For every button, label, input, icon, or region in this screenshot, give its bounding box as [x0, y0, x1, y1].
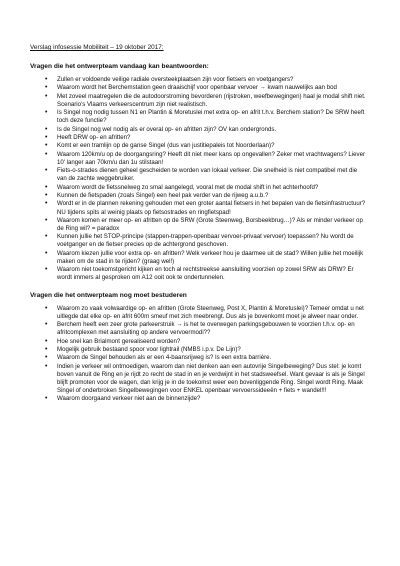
list-item: • Is de Singel nog wel nodig als er overal op- en afritten zijn? OV kan ondergronds. [57, 126, 370, 134]
list-item: • Waarom niet toekomstgericht kijken en toch al rechtstreekse aansluiting voorzien op zowel SRW als DRW? Er wordt immers al gesproken om A12 ooit ook te ondertunnelen. [57, 266, 370, 282]
list-item: • Waarom wordt het Berchemstation geen draaischijf voor openbaar vervoer → kwam nauwelijks aan bod [57, 84, 370, 92]
list-item: • Heeft DRW op- en afritten? [57, 134, 370, 142]
list-item: • Waarom de Singel behouden als er een 4-baansrijweg is? Is een extra barrière. [57, 354, 370, 362]
bullet-list-answerable [30, 76, 370, 282]
section-heading-answerable: Vragen die het ontwerpteam vandaag kan beantwoorden: [30, 63, 209, 70]
list-item: • Waarom wordt de fietssnelweg zo smal aangelegd, vooral met de modal shift in het achterhoofd? [57, 184, 370, 192]
list-item: • Waarom kiezen jullie voor extra op- en afritten? Welk verkeer hou je daarmee uit de stad? Willen jullie het moeilijk maken om de stad in te rijden? (graag wel!) [57, 250, 370, 266]
list-item: • Waarom zo vaak volwaardige op- en afritten (Grote Steenweg, Post X, Plantin & Moretuslei)? Temeer omdat u net uitlegde dat elke op- en afrit 600m smeuf met zich meebrengt. Dus als je bovenkomt moet je alweer naar onder. [57, 305, 370, 321]
document-title: Verslag infosessie Mobiliteit – 19 oktober 2017: [30, 44, 164, 51]
list-item: • Indien je verkeer wil ontmoedigen, waarom dan niet denken aan een autovrije Singelbeweging? Dus stel: je komt boven vanuit de Ring en je rijdt zo recht de stad in en je verdwijnt in het stadsweefsel. Want gevaar is als je Singel blijft promoten voor de wagen, dan krijg je in de toekomst weer een bovenliggende Ring. Singel wordt Ring. Maak Singel of onderbroken Singelbewegingen voor ENKEL openbaar vervoerssideeën + fiets + wandel!!! [57, 363, 370, 395]
list-item: • Waarom komen er meer op- en afritten op de SRW (Grote Steenweg, Borsbeekbrug…)? Als er minder verkeer op de Ring wil? = paradox [57, 217, 370, 233]
section-spacer [30, 283, 370, 292]
list-item: • Mogelijk gebruik bestaand spoor voor lightrail (NMBS i.p.v. De Lijn)? [57, 346, 370, 354]
section-heading-to-study: Vragen die het ontwerpteam nog moet bestuderen [30, 291, 187, 299]
list-item: • Zullen er voldoende veilige radiale oversteekplaatsen zijn voor fietsers en voetgangers? [57, 76, 370, 84]
list-item: • Berchem heeft een zeer grote parkeerstruik → is het te overwegen parkingsgebouwen te voorzien t.h.v. op- en afritcomplexen met aansluiting op andere vervoermodi?? [57, 321, 370, 337]
list-item: • Wordt er in de plannen rekening gehouden met een groter aantal fietsers in het bepalen van de fietsinfrastructuur? NU tijdens spits al weinig plaats op fietsostrades en ringfietspad! [57, 200, 370, 216]
list-item: • Is Singel nog nodig tussen N1 en Plantin & Moretuslei met extra op- en afrit t.h.v. Berchem station? De SRW heeft toch deze functie? [57, 109, 370, 125]
list-item: • Waarom 120km/u op de doorgangsring? Heeft dit niet meer kans op ongevallen? Zeker met vrachtwagens? Liever 10' langer aan 70km/u dan 1u stilstaan! [57, 151, 370, 167]
list-item: • Fiets-o-strades dienen geheel gescheiden te worden van lokaal verkeer. Die snelheid is niet compatibel met die van de zachte weggebruiker. [57, 167, 370, 183]
bullet-list-to-study [30, 305, 370, 404]
list-item: • Komt er een tramlijn op de ganse Singel (dus van justitiepaleis tot Noorderlaan)? [57, 142, 370, 150]
list-item: • Waarom doorgaand verkeer niet aan de binnenzijde? [57, 395, 370, 403]
list-item: • Kunnen de fietspaden (zoals Singel) een heel pak verder van de rijweg a.u.b.? [57, 192, 370, 200]
list-item: • Hoe snel kan Brialmont gerealiseerd worden? [57, 338, 370, 346]
list-item: • Met zoveel maatregelen die de autodoorstroming bevorderen (rijstroken, weefbewegingen) haal je modal shift niet. Scenario's Vlaams verkeerscentrum zijn niet realistisch. [57, 93, 370, 109]
list-item: • Kunnen jullie het STOP-principe (stappen-trappen-openbaar vervoer-privaat vervoer) toepassen? Nu wordt de voetganger en de fietser precies op de achtergrond geschoven. [57, 233, 370, 249]
